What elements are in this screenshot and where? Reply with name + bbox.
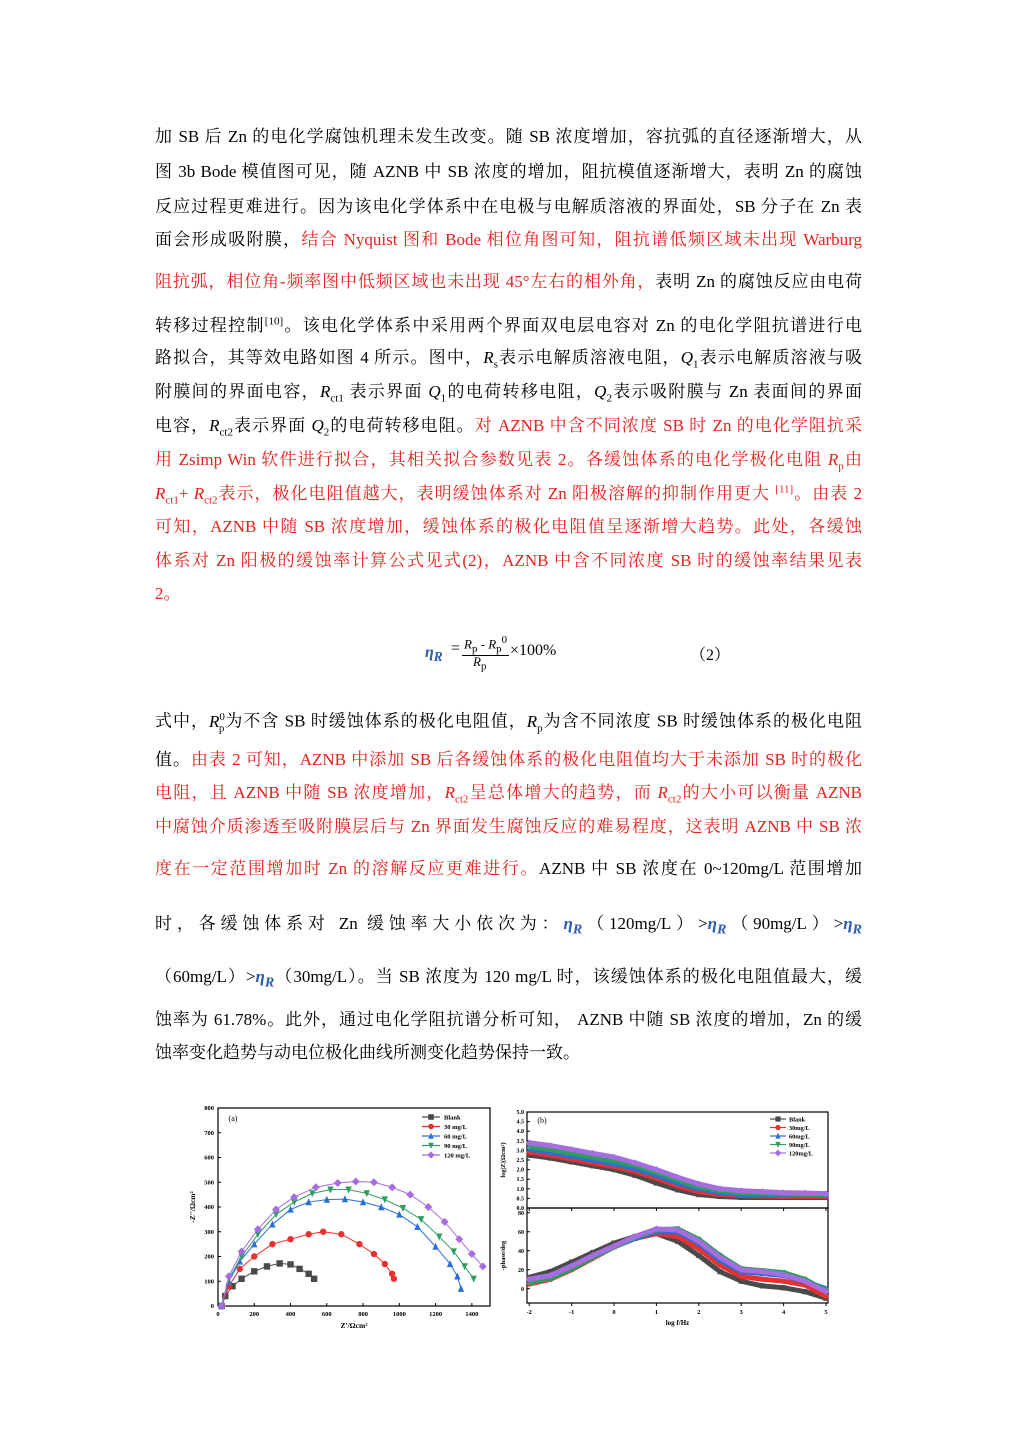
x-tick-label: 600 xyxy=(321,1311,332,1318)
y-tick-label: 1.5 xyxy=(516,1177,524,1184)
circle-marker xyxy=(428,1124,434,1130)
x-tick-label: 1 xyxy=(654,1309,659,1316)
square-marker xyxy=(739,1279,744,1284)
text-line xyxy=(155,196,862,218)
subscript: ct1 xyxy=(330,392,344,405)
text-run: AZNB 中 SB 浓度在 0~120mg/L 范围增加 xyxy=(539,859,862,878)
y-tick-label: 20 xyxy=(518,1267,524,1274)
subscript: R xyxy=(852,921,862,938)
text-run: 的大小可以衡量 AZNB xyxy=(681,783,862,802)
numerator-r0-sup: 0 xyxy=(501,634,508,646)
panel-label: (a) xyxy=(228,1114,238,1123)
x-axis-label: Z'/Ωcm² xyxy=(340,1321,368,1330)
variable-letter: R xyxy=(657,783,668,802)
text-line xyxy=(155,161,862,183)
math-variable xyxy=(155,484,179,507)
variable-letter: η xyxy=(707,914,717,933)
subscript: 2 xyxy=(606,392,612,405)
variable-letter: Q xyxy=(594,382,607,401)
x-tick-label: 1200 xyxy=(429,1311,443,1318)
denominator-r: R xyxy=(473,654,481,669)
numerator-r0: R xyxy=(488,636,497,652)
text-run: 表示，极化电阻值越大，表明缓蚀体系对 Zn 阳极溶解的抑制作用更大 xyxy=(217,484,776,503)
text-run: 反应过程更难进行。因为该电化学体系中在电极与电解质溶液的界面处，SB 分子在 Zn 表 xyxy=(155,197,862,216)
text-run: 面会形成吸附膜， xyxy=(155,230,302,249)
diamond-marker xyxy=(290,1193,298,1201)
text-line xyxy=(155,347,862,369)
legend-label: 60mg/L xyxy=(789,1133,810,1141)
x-tick-label: -2 xyxy=(526,1309,532,1316)
y-tick-label: 3.0 xyxy=(516,1148,524,1155)
text-run: 图 3b Bode 模值图可见，随 AZNB 中 SB 浓度的增加，阻抗模值逐渐增大，表明 Zn 的腐蚀 xyxy=(155,162,862,181)
circle-marker xyxy=(338,1231,344,1237)
triangle-up-marker xyxy=(396,1211,402,1218)
legend-label: 120 mg/L xyxy=(444,1152,471,1160)
text-run: 的电荷转移电阻， xyxy=(446,382,595,401)
square-marker xyxy=(775,1116,780,1121)
superscript: 0 xyxy=(219,711,225,723)
diamond-marker xyxy=(775,1150,782,1157)
circle-marker xyxy=(305,1231,311,1237)
square-marker xyxy=(428,1114,434,1120)
circle-marker xyxy=(781,1279,786,1284)
text-line xyxy=(155,858,862,880)
square-marker xyxy=(717,1269,722,1274)
y-tick-label: 500 xyxy=(204,1179,214,1187)
variable-letter: R xyxy=(827,450,839,469)
y-tick-label: 2.0 xyxy=(516,1167,524,1174)
circle-marker xyxy=(320,1229,326,1235)
text-line xyxy=(155,966,862,991)
circle-marker xyxy=(382,1261,388,1267)
minus-sign: - xyxy=(477,636,489,652)
text-run: 为不含 SB 时缓蚀体系的极化电阻值， xyxy=(224,711,527,731)
subscript: p xyxy=(537,722,543,735)
y-tick-label: 80 xyxy=(518,1210,524,1217)
variable-letter: R xyxy=(193,484,205,503)
text-run: 转移过程控制 xyxy=(155,316,265,335)
text-line xyxy=(155,1042,862,1064)
text-run: 附膜间的界面电容， xyxy=(155,382,321,401)
variable-letter: Q xyxy=(428,382,441,401)
panel-label: (b) xyxy=(537,1116,547,1125)
y-axis-label: -Z''/Ωcm² xyxy=(188,1191,197,1223)
math-variable xyxy=(428,382,447,405)
numerator-r0-sub: p xyxy=(496,642,502,655)
text-run: 呈总体增大的趋势，而 xyxy=(468,783,658,802)
y-axis-label-bottom: -phase/deg xyxy=(500,1240,507,1271)
diamond-marker xyxy=(406,1191,414,1199)
text-run: 时，各缓蚀体系对 Zn 缓蚀率大小依次为： xyxy=(155,914,564,933)
x-axis-label: log f/Hz xyxy=(665,1319,690,1327)
subscript: R xyxy=(716,921,727,938)
math-variable xyxy=(209,711,225,735)
math-variable xyxy=(657,783,682,806)
math-variable xyxy=(193,484,218,507)
diamond-marker xyxy=(370,1178,378,1186)
triangle-up-marker xyxy=(414,1223,420,1230)
legend-label: 30 mg/L xyxy=(444,1124,467,1131)
text-run: 可知，AZNB 中随 SB 浓度增加，缓蚀体系的极化电阻值呈逐渐增大趋势。此处，各缓蚀 xyxy=(155,517,862,536)
y-tick-label: 0.0 xyxy=(516,1206,524,1212)
text-line xyxy=(155,271,862,293)
eta-sub: R xyxy=(433,649,443,665)
math-variable xyxy=(483,348,498,371)
square-marker xyxy=(760,1283,765,1288)
math-variable xyxy=(320,382,344,405)
triangle-up-marker xyxy=(454,1273,460,1280)
circle-marker xyxy=(371,1251,377,1257)
equation-number: （2） xyxy=(690,647,731,664)
variable-letter: η xyxy=(563,914,573,933)
y-tick-label: 1.0 xyxy=(516,1186,524,1193)
text-run: 加 SB 后 Zn 的电化学腐蚀机理未发生改变。随 SB 浓度增加，容抗弧的直径逐渐增大，从 xyxy=(155,127,862,146)
subscript: s xyxy=(493,358,498,371)
y-tick-label: 200 xyxy=(204,1253,214,1261)
text-line xyxy=(155,913,862,938)
text-run: 对 AZNB 中含不同浓度 SB 时 Zn 的电化学阻抗采 xyxy=(474,416,863,435)
numerator-r-sub: p xyxy=(471,642,478,655)
triangle-down-marker xyxy=(400,1205,406,1212)
y-axis-label-top: log|Z|(Ωcm²) xyxy=(500,1142,507,1178)
math-variable xyxy=(209,416,233,439)
subscript: p xyxy=(218,722,225,735)
subscript: R xyxy=(264,974,275,991)
variable-letter: R xyxy=(483,348,494,367)
y-tick-label: 0 xyxy=(210,1303,214,1310)
text-run: 中腐蚀介质渗透至吸附膜层后与 Zn 界面发生腐蚀反应的难易程度，这表明 AZNB 中 SB 浓 xyxy=(155,817,862,836)
legend-label: 90 mg/L xyxy=(444,1143,467,1150)
square-marker xyxy=(311,1276,317,1282)
square-marker xyxy=(287,1261,293,1267)
variable-letter: R xyxy=(209,711,220,731)
equals-sign: = xyxy=(451,640,461,657)
legend-label: 120mg/L xyxy=(789,1150,813,1158)
citation: [11] xyxy=(775,483,794,496)
variable-letter: R xyxy=(320,382,331,401)
y-tick-label: 700 xyxy=(204,1129,214,1137)
y-tick-label: 0 xyxy=(521,1286,524,1293)
eta-symbol xyxy=(425,644,443,665)
times-100-percent: ×100% xyxy=(510,642,557,659)
text-run: 由 xyxy=(843,450,862,469)
text-run: 结合 Nyquist 图和 Bode 相位角图可知，阻抗谱低频区域未出现 Warburg xyxy=(301,230,863,249)
eta-symbol xyxy=(563,914,583,938)
diamond-marker xyxy=(238,1248,246,1256)
y-tick-label: 4.5 xyxy=(516,1119,524,1126)
text-run: 阻抗弧，相位角-频率图中低频区域也未出现 45°左右的相外角， xyxy=(155,272,656,291)
subscript: ct1 xyxy=(165,494,179,507)
circle-marker xyxy=(391,1276,397,1282)
math-variable xyxy=(680,348,699,371)
text-line xyxy=(155,583,862,605)
variable-letter: R xyxy=(526,711,538,731)
eta-symbol xyxy=(843,914,862,938)
diamond-marker xyxy=(388,1183,396,1191)
diamond-marker xyxy=(352,1178,360,1186)
numerator-r: R xyxy=(464,636,472,652)
text-run: 式中， xyxy=(155,711,210,731)
text-run: 。该电化学体系中采用两个界面双电层电容对 Zn 的电化学阻抗谱进行电 xyxy=(283,316,862,335)
subscript: 1 xyxy=(440,392,447,405)
figure-3-eis-plots xyxy=(185,1095,855,1345)
text-run: 表示界面 xyxy=(343,382,429,401)
y-tick-label: 40 xyxy=(518,1248,524,1255)
circle-marker xyxy=(760,1277,765,1282)
text-line xyxy=(155,816,862,838)
y-tick-label: 100 xyxy=(204,1278,214,1286)
variable-letter: R xyxy=(209,416,220,435)
text-run: 路拟合，其等效电路如图 4 所示。图中， xyxy=(155,348,484,367)
x-tick-label: 800 xyxy=(358,1311,368,1318)
fraction-denominator xyxy=(473,654,486,673)
text-line xyxy=(155,550,862,572)
variable-letter: η xyxy=(843,914,853,933)
circle-marker xyxy=(269,1241,275,1247)
text-run: 由表 2 可知，AZNB 中添加 SB 后各缓蚀体系的极化电阻值均大于未添加 SB 时的极化 xyxy=(190,750,862,769)
text-run: 2。 xyxy=(155,584,181,603)
y-tick-label: 60 xyxy=(518,1229,524,1236)
x-tick-label: 0 xyxy=(612,1309,616,1316)
y-tick-label: 600 xyxy=(204,1154,214,1162)
y-tick-label: 4.0 xyxy=(516,1129,524,1136)
text-run: 体系对 Zn 阳极的缓蚀率计算公式见式(2)，AZNB 中含不同浓度 SB 时的缓蚀率结果见表 xyxy=(155,551,862,570)
x-tick-label: -1 xyxy=(568,1309,575,1316)
variable-letter: R xyxy=(155,484,166,503)
triangle-down-marker xyxy=(309,1190,315,1197)
denominator-r-sub: p xyxy=(480,660,487,673)
y-tick-label: 5.0 xyxy=(516,1110,524,1116)
text-run: 。由表 2 xyxy=(793,484,862,503)
eta-symbol xyxy=(707,914,727,938)
circle-marker xyxy=(251,1253,257,1259)
text-run: + xyxy=(178,484,194,503)
text-line xyxy=(155,381,862,403)
triangle-up-marker xyxy=(269,1221,275,1228)
square-marker xyxy=(802,1289,807,1294)
circle-marker xyxy=(287,1236,293,1242)
y-tick-label: 800 xyxy=(204,1105,214,1112)
legend-label: 60 mg/L xyxy=(444,1133,467,1141)
subscript: ct2 xyxy=(204,494,218,507)
text-run: （90mg/L）> xyxy=(726,914,844,933)
eta-symbol xyxy=(255,967,275,991)
math-variable xyxy=(526,711,543,735)
text-run: （60mg/L）> xyxy=(155,967,256,986)
circle-marker xyxy=(237,1266,243,1272)
text-line xyxy=(155,483,862,505)
square-marker xyxy=(276,1260,282,1266)
triangle-up-marker xyxy=(458,1285,464,1292)
diamond-marker xyxy=(334,1179,342,1187)
text-run: 蚀率变化趋势与动电位极化曲线所测变化趋势保持一致。 xyxy=(155,1043,580,1062)
square-marker xyxy=(264,1263,270,1269)
square-marker xyxy=(238,1276,244,1282)
equation-2 xyxy=(425,632,765,672)
diamond-marker xyxy=(312,1183,320,1191)
x-tick-label: 5 xyxy=(824,1309,828,1316)
variable-letter: Q xyxy=(311,416,324,435)
x-tick-label: 200 xyxy=(249,1311,260,1318)
square-marker xyxy=(696,1253,701,1258)
text-line xyxy=(155,415,862,437)
x-tick-label: 0 xyxy=(216,1311,220,1318)
text-line xyxy=(155,1009,862,1031)
subscript: 1 xyxy=(693,358,699,371)
text-line xyxy=(155,449,862,471)
series-line xyxy=(222,1199,461,1306)
y-tick-label: 300 xyxy=(204,1228,214,1236)
circle-marker xyxy=(739,1274,744,1279)
y-tick-label: 400 xyxy=(204,1204,214,1211)
triangle-down-marker xyxy=(470,1276,476,1283)
variable-letter: R xyxy=(444,783,455,802)
citation: [10] xyxy=(264,315,284,328)
fraction-numerator xyxy=(462,634,509,656)
text-run: 值。 xyxy=(155,750,191,769)
x-tick-label: 400 xyxy=(285,1311,296,1318)
legend-label: 30mg/L xyxy=(789,1125,810,1132)
diamond-marker xyxy=(427,1151,434,1158)
text-line xyxy=(155,126,862,148)
x-tick-label: 1400 xyxy=(465,1311,479,1318)
text-run: 的电荷转移电阻。 xyxy=(329,416,475,435)
text-line xyxy=(155,706,863,735)
eta-letter: η xyxy=(425,644,434,661)
text-run: （120mg/L）> xyxy=(582,914,708,933)
square-marker xyxy=(781,1285,786,1290)
subscript: ct2 xyxy=(454,793,469,806)
variable-letter: Q xyxy=(680,348,694,367)
math-variable xyxy=(827,450,844,473)
circle-marker xyxy=(356,1241,362,1247)
text-line xyxy=(155,315,862,337)
triangle-up-marker xyxy=(287,1206,293,1213)
text-run: 表示电解质溶液电阻， xyxy=(497,348,681,367)
legend-label: 90mg/L xyxy=(789,1142,810,1149)
y-tick-label: 0.5 xyxy=(516,1196,524,1203)
text-line xyxy=(155,229,862,251)
text-line xyxy=(155,516,862,538)
variable-letter: η xyxy=(255,967,265,986)
text-line xyxy=(155,782,862,804)
x-tick-label: 3 xyxy=(739,1309,743,1316)
text-run: 表示界面 xyxy=(232,416,312,435)
text-run: 表明 Zn 的腐蚀反应由电荷 xyxy=(655,272,862,291)
text-run: 表示吸附膜与 Zn 表面间的界面 xyxy=(611,382,863,401)
text-run: 度在一定范围增加时 Zn 的溶解反应更难进行。 xyxy=(155,859,540,878)
text-run: 表示电解质溶液与吸 xyxy=(698,348,863,367)
subscript: ct2 xyxy=(667,793,682,806)
text-run: 蚀率为 61.78%。此外，通过电化学阻抗谱分析可知， AZNB 中随 SB 浓度的增加，Zn 的缓 xyxy=(155,1010,862,1029)
text-run: （30mg/L）。当 SB 浓度为 120 mg/L 时，该缓蚀体系的极化电阻值最大，缓 xyxy=(274,967,862,986)
x-tick-label: 1000 xyxy=(392,1311,406,1318)
text-line xyxy=(155,749,862,771)
text-run: 用 Zsimp Win 软件进行拟合，其相关拟合参数见表 2。各缓蚀体系的电化学极化电阻 xyxy=(155,450,828,469)
text-run: 电阻，且 AZNB 中随 SB 浓度增加， xyxy=(155,783,445,802)
math-variable xyxy=(444,783,469,806)
square-marker xyxy=(251,1268,257,1274)
x-tick-label: 2 xyxy=(697,1309,701,1316)
subscript: R xyxy=(572,921,583,938)
legend-label: Blank xyxy=(444,1114,461,1122)
subscript: p xyxy=(838,460,844,473)
legend-label: Blank xyxy=(789,1116,806,1124)
subscript: 2 xyxy=(323,426,330,439)
y-tick-label: 3.5 xyxy=(516,1138,524,1145)
text-run: 电容， xyxy=(155,416,210,435)
math-variable xyxy=(594,382,612,405)
math-variable xyxy=(311,416,330,439)
y-tick-label: 2.5 xyxy=(516,1158,524,1164)
text-run: 为含不同浓度 SB 时缓蚀体系的极化电阻 xyxy=(542,711,863,731)
triangle-down-marker xyxy=(382,1196,388,1203)
square-marker xyxy=(296,1266,302,1272)
subscript: ct2 xyxy=(219,426,233,439)
x-tick-label: 4 xyxy=(781,1309,786,1316)
circle-marker xyxy=(775,1125,780,1130)
